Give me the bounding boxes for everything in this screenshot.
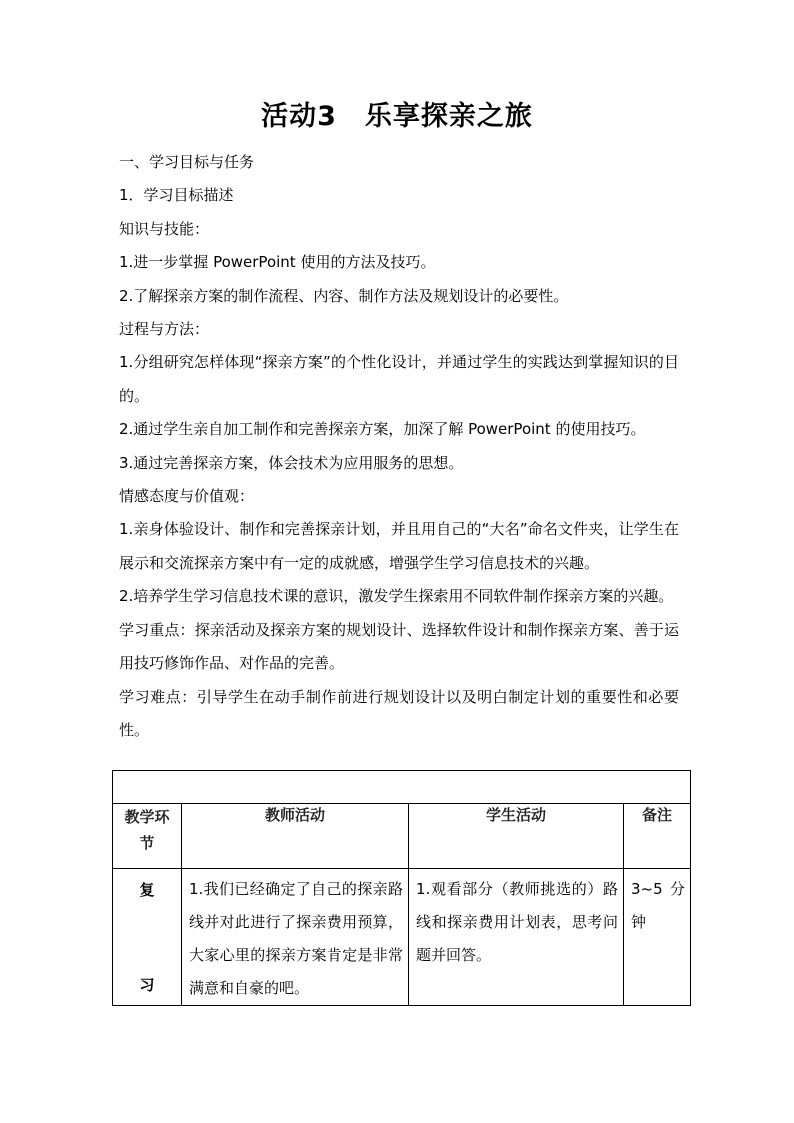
page-title: 活动3 乐享探亲之旅 [261,101,533,132]
stage-label-top: 复 [139,881,155,899]
section-heading: 一、学习目标与任务 [119,153,255,171]
difficult-points: 学习难点：引导学生在动手制作前进行规划设计以及明白制定计划的重要性和必要性。 [119,687,679,739]
note-text: 3~5 分钟 [631,880,685,931]
paragraph: 1.进一步掌握 PowerPoint 使用的方法及技巧。 [119,253,436,272]
student-activity-text: 1.观看部分（教师挑选的）路线和探亲费用计划表，思考问题并回答。 [416,880,618,964]
student-activity-cell [409,869,624,1006]
table-blank-cell [113,771,691,804]
table-blank-row [113,771,691,804]
header-stage-line2: 节 [139,834,155,852]
header-teacher: 教师活动 [182,804,409,869]
paragraph: 2.了解探亲方案的制作流程、内容、制作方法及规划设计的必要性。 [119,286,569,305]
key-points: 学习重点：探亲活动及探亲方案的规划设计、选择软件设计和制作探亲方案、善于运用技巧修饰作品、对作品的完善。 [119,620,679,673]
paragraph: 2.培养学生学习信息技术课的意识，激发学生探索用不同软件制作探亲方案的兴趣。 [119,587,674,606]
teacher-activity-text: 1.我们已经确定了自己的探亲路线并对此进行了探亲费用预算，大家心里的探亲方案肯定是非常满意和自豪的吧。 [189,880,403,997]
document-body [119,146,679,747]
header-student: 学生活动 [409,804,624,869]
paragraph: 2.通过学生亲自加工制作和完善探亲方案，加深了解 PowerPoint 的使用技巧。 [119,420,646,439]
category-heading-attitude: 情感态度与价值观： [119,487,255,506]
teacher-activity-cell [182,869,409,1006]
category-heading-process: 过程与方法： [119,320,210,339]
stage-cell [113,869,182,1006]
paragraph: 1.分组研究怎样体现“探亲方案”的个性化设计，并通过学生的实践达到掌握知识的目的。 [119,353,679,405]
table-row [113,869,691,1006]
paragraph: 1.亲身体验设计、制作和完善探亲计划，并且用自己的“大名”命名文件夹，让学生在展示和交流探亲方案中有一定的成就感，增强学生学习信息技术的兴趣。 [119,520,679,572]
header-stage-line1: 教学环 [124,808,170,826]
stage-label-bottom: 习 [139,976,155,994]
lesson-table [112,770,691,1006]
table-header-row [113,804,691,869]
subsection-heading: 1．学习目标描述 [119,186,234,205]
header-stage [113,804,182,869]
category-heading-knowledge: 知识与技能： [119,219,210,238]
header-note: 备注 [624,804,691,869]
note-cell [624,869,691,1006]
paragraph: 3.通过完善探亲方案，体会技术为应用服务的思想。 [119,453,464,472]
